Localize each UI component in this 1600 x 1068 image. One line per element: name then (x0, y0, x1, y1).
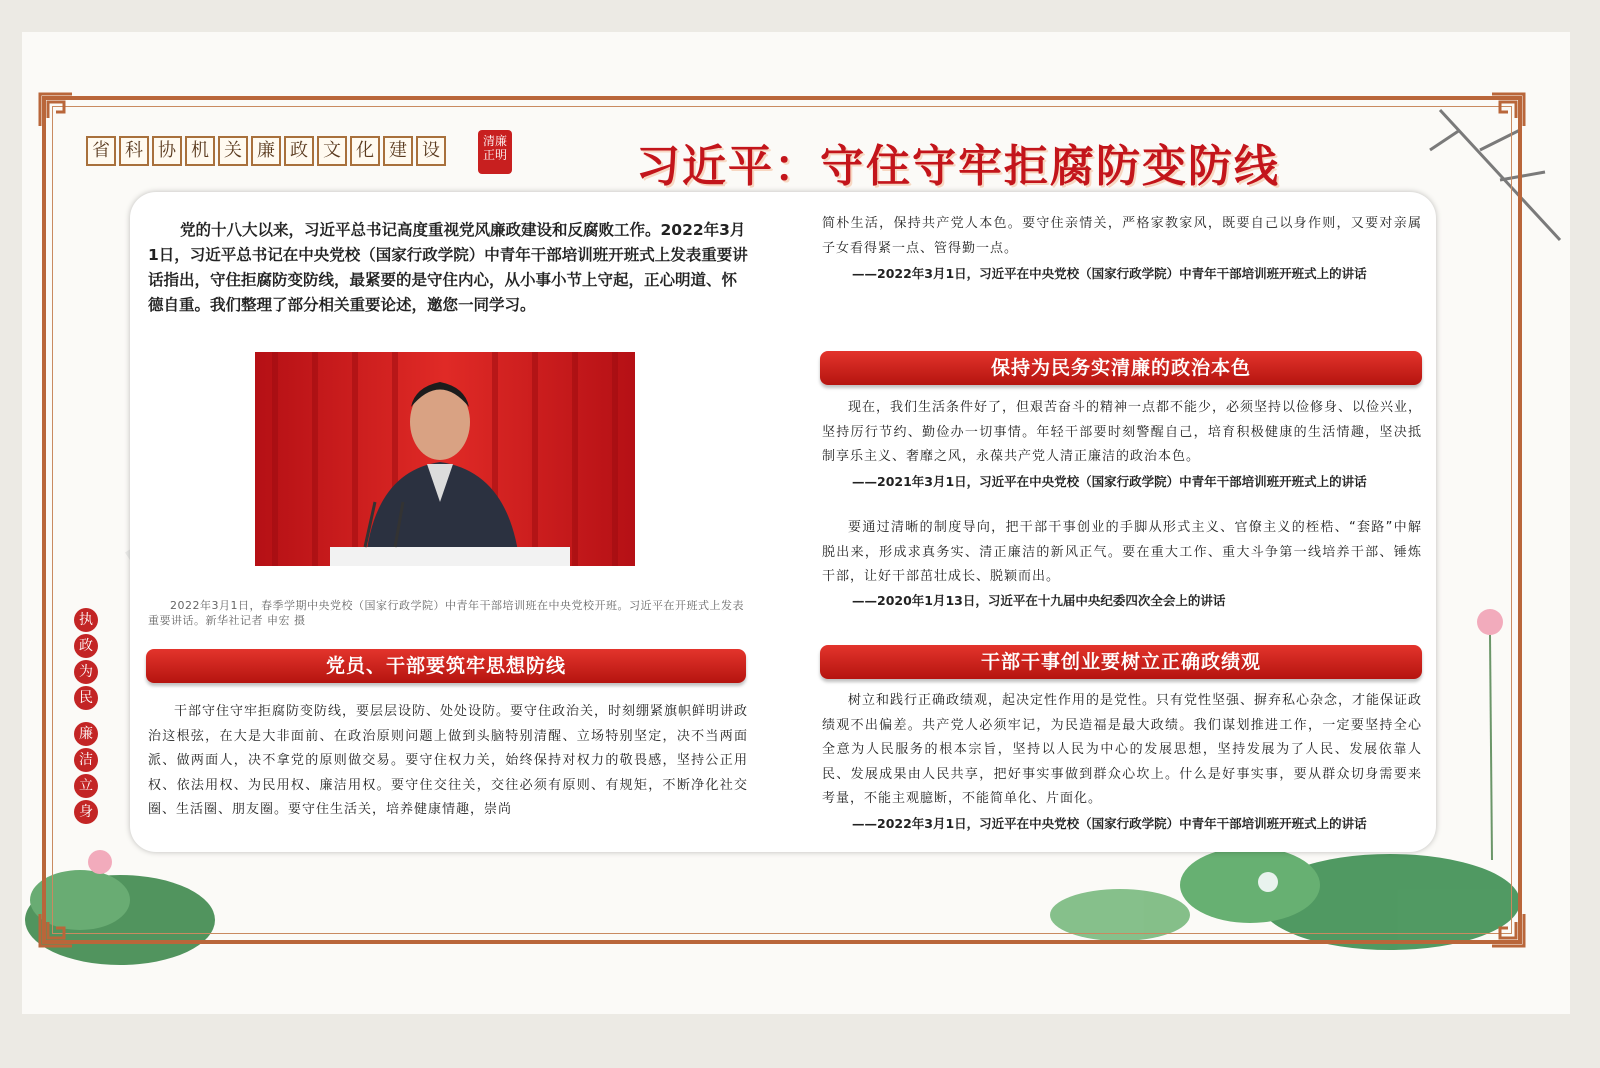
slogan-char: 廉 (74, 722, 98, 746)
source-citation (822, 262, 1422, 286)
page-title: 习近平：守住守牢拒腐防变防线 (636, 141, 1280, 192)
org-title (86, 136, 446, 166)
citation: ——2022年3月1日，习近平在中央党校（国家行政学院）中青年干部培训班开班式上的讲话 (852, 816, 1367, 831)
section-text-thought-defense (148, 700, 748, 823)
citation: ——2020年1月13日，习近平在十九届中央纪委四次全会上的讲话 (852, 593, 1226, 608)
slogan-char: 身 (74, 800, 98, 824)
section-text-political-character-2 (822, 516, 1422, 590)
slogan-char: 为 (74, 660, 98, 684)
source-citation (822, 589, 1422, 613)
org-char: 关 (218, 136, 248, 166)
section-text-political-character (822, 396, 1422, 470)
corner-ornament-bottom-right (1490, 912, 1526, 948)
slogan-char: 立 (74, 774, 98, 798)
citation: ——2021年3月1日，习近平在中央党校（国家行政学院）中青年干部培训班开班式上的讲话 (852, 474, 1367, 489)
org-char: 省 (86, 136, 116, 166)
paragraph: 树立和践行正确政绩观，起决定性作用的是党性。只有党性坚强、摒弃私心杂念，才能保证政绩观不出偏差。共产党人必须牢记，为民造福是最大政绩。我们谋划推进工作，一定要坚持全心全意为人民服务的根本宗旨，坚持以人民为中心的发展思想，坚持发展为了人民、发展依靠人民、发展成果由人民共享，把好事实事做到群众心坎上。什么是好事实事，要从群众切身需要来考量，不能主观臆断，不能简单化、片面化。 (822, 693, 1423, 806)
paragraph: 简朴生活，保持共产党人本色。要守住亲情关，严格家教家风，既要自己以身作则，又要对亲属子女看得紧一点、管得勤一点。 (822, 216, 1422, 256)
slogan-char: 执 (74, 608, 98, 632)
org-char: 政 (284, 136, 314, 166)
corner-ornament-top-left (38, 92, 74, 128)
org-char: 化 (350, 136, 380, 166)
org-char: 文 (317, 136, 347, 166)
slogan-char: 洁 (74, 748, 98, 772)
section-header-political-character: 保持为民务实清廉的政治本色 (820, 351, 1422, 385)
citation: ——2022年3月1日，习近平在中央党校（国家行政学院）中青年干部培训班开班式上的讲话 (852, 266, 1367, 281)
org-char: 廉 (251, 136, 281, 166)
news-photo (255, 352, 635, 566)
paragraph: 干部守住守牢拒腐防变防线，要层层设防、处处设防。要守住政治关，时刻绷紧旗帜鲜明讲政治这根弦，在大是大非面前、在政治原则问题上做到头脑特别清醒、立场特别坚定，决不当两面派、做两面人，决不拿党的原则做交易。要守住权力关，始终保持对权力的敬畏感，坚持公正用权、依法用权、为民用权、廉洁用权。要守住交往关，交往必须有原则、有规矩，不断净化社交圈、生活圈、朋友圈。要守住生活关，培养健康情趣，崇尚 (148, 704, 749, 817)
speaker-photo-illustration (255, 352, 635, 566)
org-char: 设 (416, 136, 446, 166)
org-char: 协 (152, 136, 182, 166)
section-header-performance-view: 干部干事创业要树立正确政绩观 (820, 645, 1422, 679)
paragraph: 现在，我们生活条件好了，但艰苦奋斗的精神一点都不能少，必须坚持以俭修身、以俭兴业，坚持厉行节约、勤俭办一切事情。年轻干部要时刻警醒自己，培育积极健康的生活情趣，坚决抵制享乐主义、奢靡之风，永葆共产党人清正廉洁的政治本色。 (822, 400, 1423, 464)
corner-ornament-bottom-left (38, 912, 74, 948)
corner-ornament-top-right (1490, 92, 1526, 128)
continued-text (822, 212, 1422, 261)
source-citation (822, 470, 1422, 494)
org-char: 建 (383, 136, 413, 166)
paragraph: 要通过清晰的制度导向，把干部干事创业的手脚从形式主义、官僚主义的桎梏、“套路”中解脱出来，形成求真务实、清正廉洁的新风正气。要在重大工作、重大斗争第一线培养干部、锤炼干部，让好干部茁壮成长、脱颖而出。 (822, 520, 1422, 584)
section-text-performance-view (822, 689, 1422, 812)
intro-paragraph: 党的十八大以来，习近平总书记高度重视党风廉政建设和反腐败工作。2022年3月1日，习近平总书记在中央党校（国家行政学院）中青年干部培训班开班式上发表重要讲话指出，守住拒腐防变防线，最紧要的是守住内心，从小事小节上守起，正心明道、怀德自重。我们整理了部分相关重要论述，邀您一同学习。 (148, 221, 748, 314)
slogan-char: 民 (74, 686, 98, 710)
slogan-char: 政 (74, 634, 98, 658)
org-char: 科 (119, 136, 149, 166)
side-slogan (74, 608, 98, 824)
org-char: 机 (185, 136, 215, 166)
section-header-thought-defense: 党员、干部要筑牢思想防线 (146, 649, 746, 683)
photo-caption: 2022年3月1日，春季学期中央党校（国家行政学院）中青年干部培训班在中央党校开班。习近平在开班式上发表重要讲话。新华社记者 申宏 摄 (148, 599, 744, 627)
source-citation (822, 812, 1422, 836)
red-seal-stamp: 清廉正明 (478, 130, 512, 174)
